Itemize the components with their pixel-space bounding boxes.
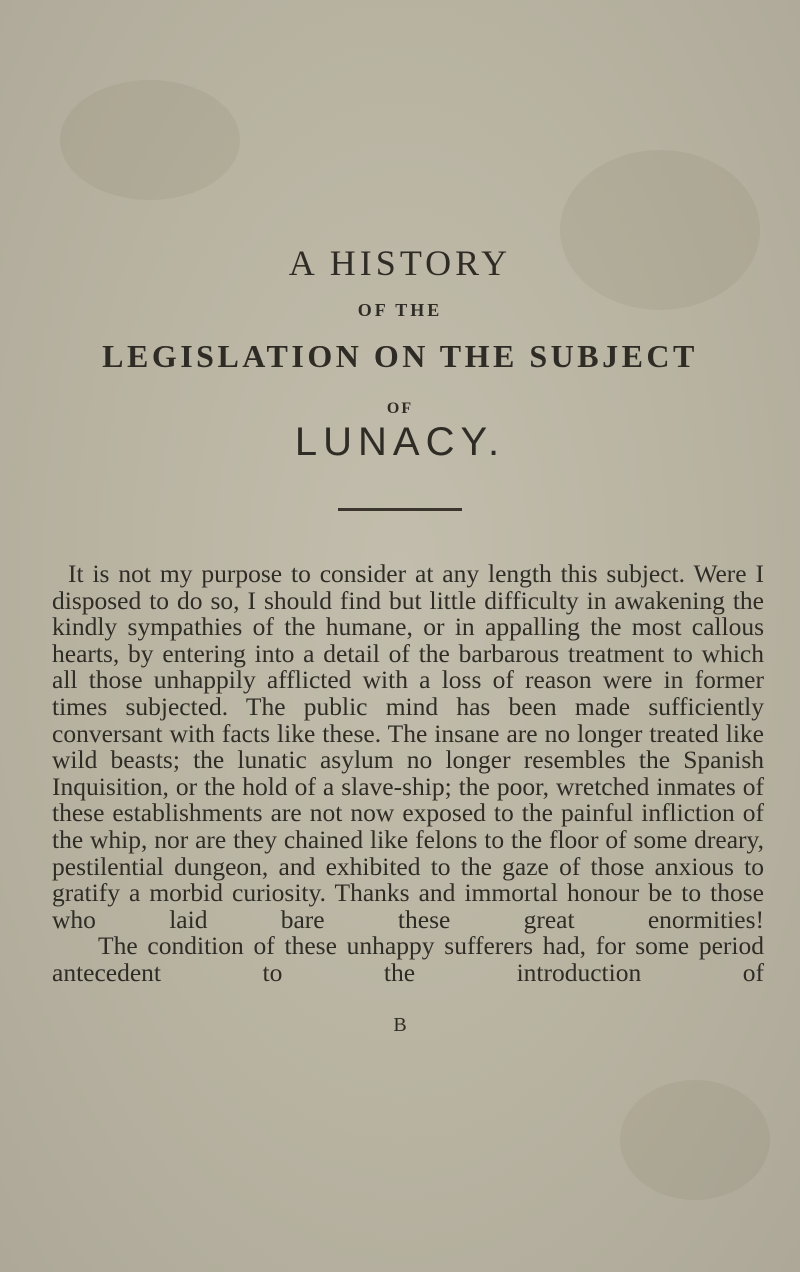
signature-mark: B — [393, 1014, 407, 1036]
title-lunacy: LUNACY. — [294, 420, 506, 464]
paper-stain — [60, 80, 240, 200]
title-a-history: A HISTORY — [288, 243, 512, 283]
paper-stain — [620, 1080, 770, 1200]
paper-stain — [560, 150, 760, 310]
title-rule — [338, 508, 462, 511]
paragraph: It is not my purpose to consider at any length this subject. Were I disposed to do so, I should find but little difficulty in awakening the kindly sympathies of the humane, or in appalling the most callous hearts, by entering into a detail of the barbarous treatment to which all those unhappily afflicted with a loss of reason were in former times subjected. The public mind has been made sufficiently conversant with facts like these. The insane are no longer treated like wild beasts; the lunatic asylum no longer resembles the Spanish Inquisition, or the hold of a slave-ship; the poor, wretched inmates of these establishments are not now exposed to the painful infliction of the whip, nor are they chained like felons to the floor of some dreary, pestilential dungeon, and exhibited to the gaze of those anxious to gratify a morbid curiosity. Thanks and immortal honour be to those who laid bare these great enormities! — [52, 559, 764, 934]
title-legislation: LEGISLATION ON THE SUBJECT — [102, 338, 698, 374]
body-text — [52, 561, 764, 987]
title-of-the: OF THE — [357, 300, 443, 320]
paragraph: The condition of these unhappy sufferers had, for some period antecedent to the introduction of — [52, 931, 764, 987]
title-of: OF — [386, 400, 414, 417]
